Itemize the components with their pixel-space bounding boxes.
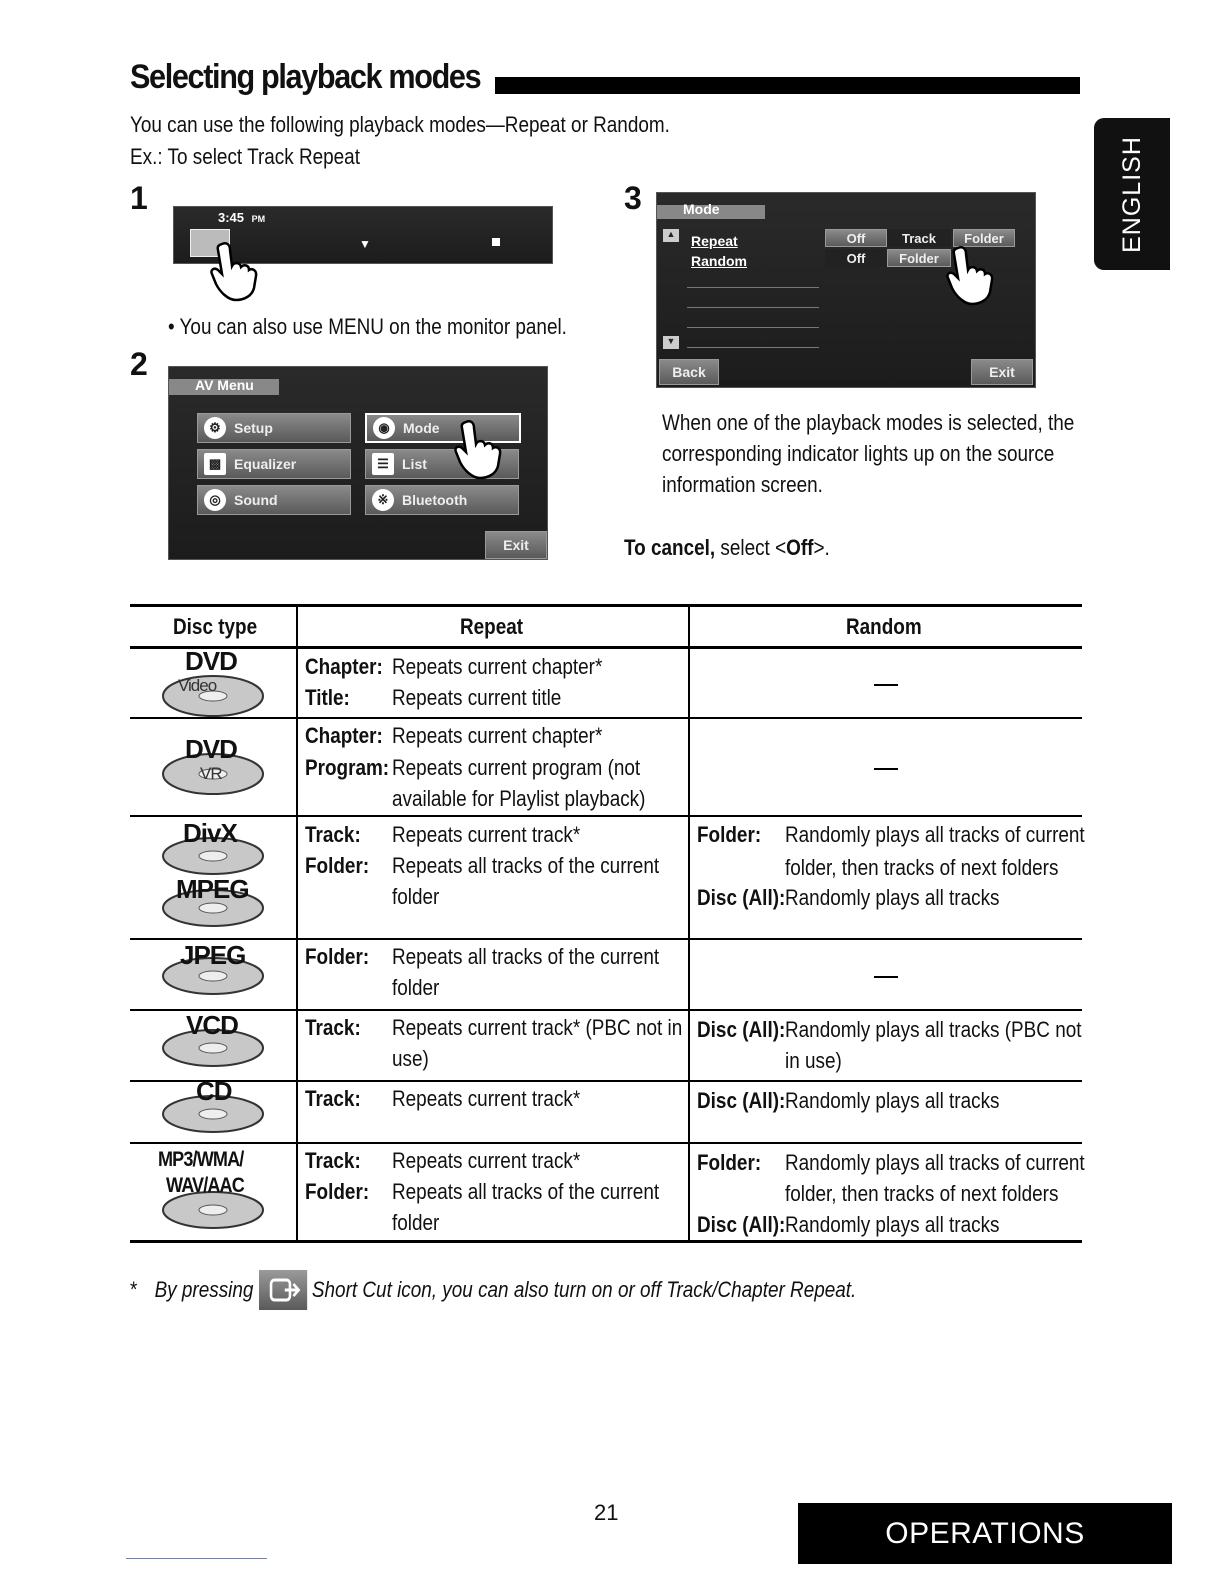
- repeat-label: Folder:: [305, 853, 370, 878]
- random-none-dash: [874, 976, 898, 978]
- disc-label: MPEG: [176, 874, 249, 904]
- random-label: Disc (All):: [697, 1212, 786, 1237]
- random-desc: folder, then tracks of next folders: [785, 1181, 1059, 1206]
- disc-label: MP3/WMA/: [158, 1148, 244, 1171]
- repeat-desc: available for Playlist playback): [392, 786, 646, 811]
- step-1-note-text: You can also use MENU on the monitor panel.: [179, 314, 567, 339]
- random-none-dash: [874, 768, 898, 770]
- section-footer: OPERATIONS: [798, 1503, 1172, 1564]
- clock-time: 3:45: [218, 210, 245, 225]
- repeat-desc: Repeats current title: [392, 685, 562, 710]
- exit-button[interactable]: Exit: [485, 531, 547, 559]
- disc-label: JPEG: [180, 940, 246, 970]
- disc-label: CD: [196, 1076, 232, 1106]
- row-divider: [130, 815, 1082, 817]
- disc-label: VCD: [186, 1010, 238, 1040]
- title-rule: [495, 77, 1080, 94]
- intro-line-1: You can use the following playback modes—Repeat or Random.: [130, 112, 670, 137]
- step-2-number: 2: [130, 346, 148, 382]
- setup-icon: ⚙: [204, 417, 226, 439]
- back-button[interactable]: Back: [659, 359, 719, 385]
- mode-title: Mode: [683, 201, 720, 217]
- random-desc: Randomly plays all tracks: [785, 1088, 1000, 1113]
- bottom-rule: [126, 1558, 267, 1559]
- intro-line-2: Ex.: To select Track Repeat: [130, 144, 360, 169]
- scroll-down-icon[interactable]: ▼: [663, 336, 679, 349]
- footnote: [130, 1270, 856, 1310]
- setup-button[interactable]: ⚙ Setup: [197, 413, 351, 443]
- footnote-star: *: [130, 1277, 138, 1302]
- disc-label: DVD: [185, 646, 237, 676]
- row-divider: [130, 1142, 1082, 1144]
- random-desc: Randomly plays all tracks (PBC not: [785, 1017, 1082, 1042]
- repeat-desc: Repeats current track*: [392, 1086, 581, 1111]
- repeat-desc: Repeats current track*: [392, 1148, 581, 1173]
- repeat-track-button[interactable]: Track: [887, 229, 951, 247]
- random-label: Folder:: [697, 822, 762, 847]
- column-divider: [688, 604, 690, 1242]
- empty-row-line: [687, 287, 819, 288]
- random-desc: Randomly plays all tracks of current: [785, 822, 1085, 847]
- random-folder-button[interactable]: Folder: [887, 249, 951, 267]
- shortcut-icon: [259, 1270, 307, 1310]
- random-label: Random: [691, 253, 747, 269]
- repeat-label: Folder:: [305, 944, 370, 969]
- header-repeat: Repeat: [460, 614, 524, 639]
- repeat-label: Track:: [305, 1148, 361, 1173]
- header-random: Random: [846, 614, 922, 639]
- random-desc: Randomly plays all tracks: [785, 1212, 1000, 1237]
- mode-icon: ◉: [373, 417, 395, 439]
- random-none-dash: [874, 684, 898, 686]
- random-label: Disc (All):: [697, 1088, 786, 1113]
- random-off-button[interactable]: Off: [825, 249, 887, 267]
- repeat-label: Program:: [305, 755, 390, 780]
- language-tab: [1094, 118, 1170, 270]
- table-header-rule: [130, 646, 1082, 649]
- empty-row-line: [687, 307, 819, 308]
- equalizer-button[interactable]: ▩ Equalizer: [197, 449, 351, 479]
- random-desc: Randomly plays all tracks of current: [785, 1150, 1085, 1175]
- column-divider: [296, 604, 298, 1242]
- random-label: Disc (All):: [697, 1017, 786, 1042]
- cancel-instruction: To cancel, select <Off>.: [624, 535, 830, 560]
- language-tab-label: ENGLISH: [1117, 135, 1146, 253]
- empty-row-line: [687, 347, 819, 348]
- repeat-folder-button[interactable]: Folder: [953, 229, 1015, 247]
- random-label: Disc (All):: [697, 885, 786, 910]
- repeat-desc: Repeats current track* (PBC not in: [392, 1015, 683, 1040]
- mode-button[interactable]: ◉ Mode: [365, 413, 521, 443]
- repeat-desc: Repeats all tracks of the current: [392, 1179, 660, 1204]
- step-1-note: • You can also use MENU on the monitor panel.: [168, 314, 567, 339]
- repeat-label: Repeat: [691, 233, 738, 249]
- row-divider: [130, 717, 1082, 719]
- repeat-label: Folder:: [305, 1179, 370, 1204]
- disc-label: DivX: [183, 818, 237, 848]
- disc-sublabel: VR: [200, 764, 222, 783]
- list-icon: ☰: [372, 453, 394, 475]
- repeat-desc: Repeats current program (not: [392, 755, 641, 780]
- row-divider: [130, 1080, 1082, 1082]
- pointing-hand-icon: [452, 418, 508, 480]
- step-3-desc-1: When one of the playback modes is selected, the: [662, 410, 1075, 435]
- stop-icon[interactable]: [492, 238, 500, 246]
- equalizer-icon: ▩: [204, 453, 226, 475]
- av-menu-title: AV Menu: [195, 377, 254, 393]
- bluetooth-button[interactable]: ※ Bluetooth: [365, 485, 519, 515]
- row-divider: [130, 1009, 1082, 1011]
- clock-ampm: PM: [251, 214, 266, 224]
- table-bottom-rule: [130, 1240, 1082, 1243]
- random-label: Folder:: [697, 1150, 762, 1175]
- repeat-desc: Repeats current track*: [392, 822, 581, 847]
- pointing-hand-icon: [944, 244, 1000, 306]
- repeat-desc: Repeats current chapter*: [392, 654, 603, 679]
- random-desc: in use): [785, 1048, 842, 1073]
- repeat-label: Title:: [305, 685, 350, 710]
- random-desc: folder, then tracks of next folders: [785, 855, 1059, 880]
- pointing-hand-icon: [208, 240, 264, 302]
- repeat-desc: folder: [392, 975, 440, 1000]
- step-3-desc-3: information screen.: [662, 472, 823, 497]
- repeat-desc: Repeats all tracks of the current: [392, 853, 660, 878]
- empty-row-line: [687, 327, 819, 328]
- sound-icon: ◎: [204, 489, 226, 511]
- footnote-before: By pressing: [154, 1277, 254, 1302]
- repeat-label: Chapter:: [305, 723, 383, 748]
- repeat-off-button[interactable]: Off: [825, 229, 887, 247]
- repeat-label: Track:: [305, 1015, 361, 1040]
- step-3-desc-2: corresponding indicator lights up on the source: [662, 441, 1055, 466]
- header-disc-type: Disc type: [173, 614, 258, 639]
- page-number: 21: [594, 1500, 619, 1525]
- footnote-after: Short Cut icon, you can also turn on or off Track/Chapter Repeat.: [311, 1277, 857, 1302]
- list-button[interactable]: ☰ List: [365, 449, 519, 479]
- row-divider: [130, 938, 1082, 940]
- scroll-up-icon[interactable]: ▲: [663, 229, 679, 242]
- repeat-label: Track:: [305, 822, 361, 847]
- disc-label: WAV/AAC: [166, 1174, 244, 1197]
- repeat-label: Track:: [305, 1086, 361, 1111]
- step-3-number: 3: [624, 180, 642, 216]
- down-arrow-icon[interactable]: ▼: [359, 237, 371, 251]
- repeat-desc: Repeats all tracks of the current: [392, 944, 660, 969]
- repeat-desc: Repeats current chapter*: [392, 723, 603, 748]
- repeat-desc: folder: [392, 1210, 440, 1235]
- exit-button[interactable]: Exit: [971, 359, 1033, 385]
- step-1-number: 1: [130, 180, 148, 216]
- sound-button[interactable]: ◎ Sound: [197, 485, 351, 515]
- page-title: Selecting playback modes: [130, 58, 481, 96]
- repeat-desc: use): [392, 1046, 429, 1071]
- table-top-rule: [130, 604, 1082, 607]
- random-desc: Randomly plays all tracks: [785, 885, 1000, 910]
- disc-label: DVD: [185, 734, 237, 764]
- bluetooth-icon: ※: [372, 489, 394, 511]
- repeat-label: Chapter:: [305, 654, 383, 679]
- disc-sublabel: Video: [178, 676, 217, 695]
- repeat-desc: folder: [392, 884, 440, 909]
